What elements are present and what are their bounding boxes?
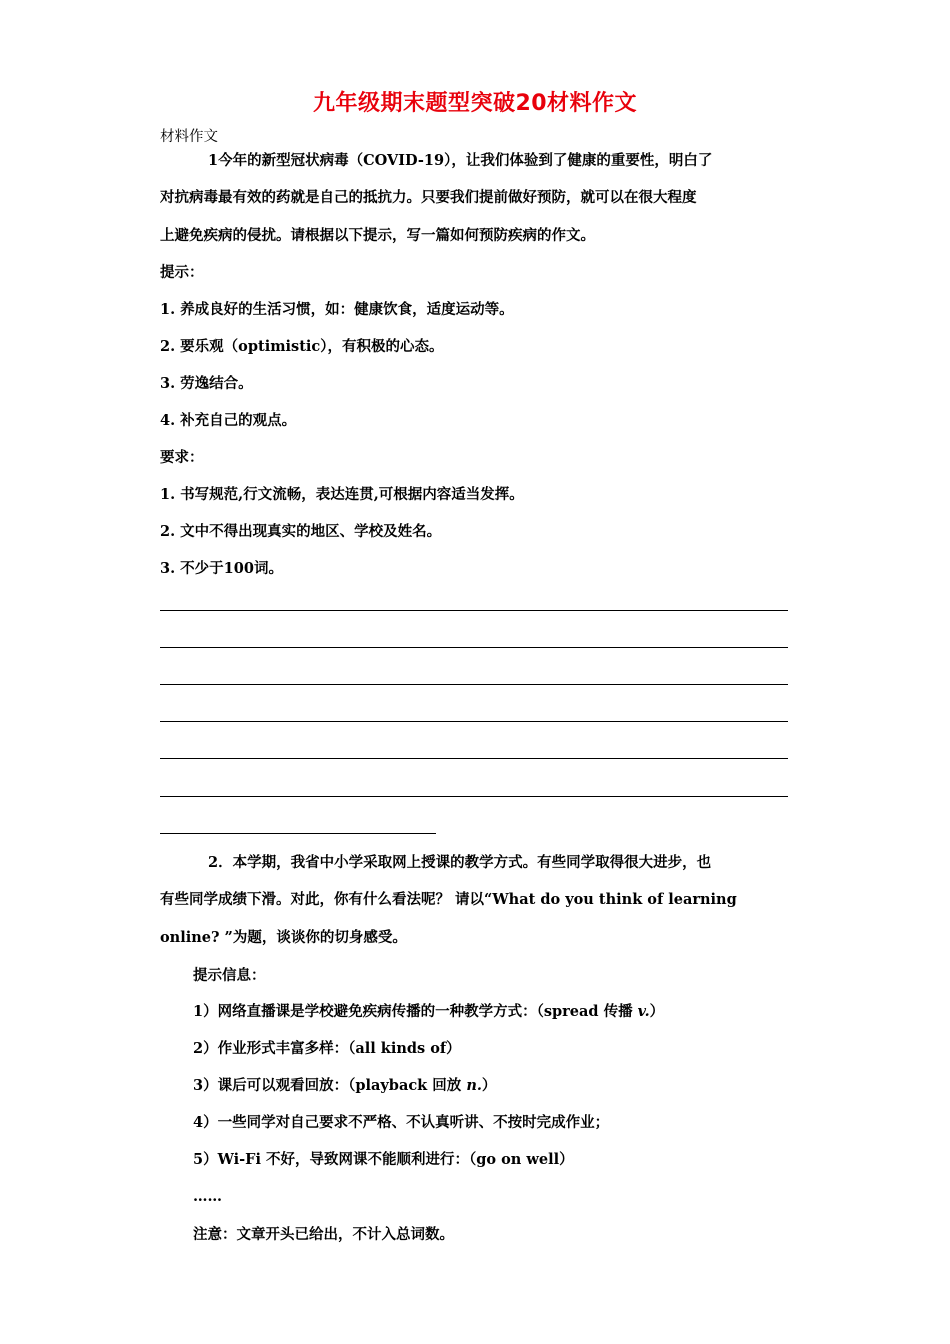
q2-hints-label: 提示信息： bbox=[193, 967, 266, 984]
q2-hint-item: 2）作业形式丰富多样：（all kinds of） bbox=[193, 1040, 461, 1057]
q2-hint-item: 4）一些同学对自己要求不严格、不认真听讲、不按时完成作业； bbox=[193, 1114, 610, 1131]
answer-line[interactable] bbox=[160, 647, 788, 648]
answer-line[interactable] bbox=[160, 833, 436, 834]
q1-line-1: 1今年的新型冠状病毒（COVID-19），让我们体验到了健康的重要性，明白了 bbox=[208, 152, 713, 169]
q1-hints-label: 提示： bbox=[160, 264, 204, 281]
section-label: 材料作文 bbox=[160, 129, 218, 145]
q1-hint-item: 2. 要乐观（optimistic），有积极的心态。 bbox=[160, 338, 444, 355]
answer-line[interactable] bbox=[160, 684, 788, 685]
page-title: 九年级期末题型突破20材料作文 bbox=[312, 91, 638, 116]
q1-requirement-item: 1. 书写规范,行文流畅，表达连贯,可根据内容适当发挥。 bbox=[160, 486, 524, 503]
q2-line-1: 2．本学期，我省中小学采取网上授课的教学方式。有些同学取得很大进步，也 bbox=[208, 854, 712, 871]
q2-line-3: online? ”为题，谈谈你的切身感受。 bbox=[160, 929, 407, 946]
q1-requirements-label: 要求： bbox=[160, 449, 204, 466]
answer-line[interactable] bbox=[160, 758, 788, 759]
q2-hint-item: 5）Wi-Fi 不好，导致网课不能顺利进行：（go on well） bbox=[193, 1151, 574, 1168]
q2-ellipsis: …… bbox=[193, 1188, 222, 1205]
q2-note: 注意：文章开头已给出，不计入总词数。 bbox=[193, 1226, 454, 1243]
answer-line[interactable] bbox=[160, 796, 788, 797]
q2-line-2: 有些同学成绩下滑。对此，你有什么看法呢？ 请以“What do you think of learning bbox=[160, 891, 737, 908]
q1-requirement-item: 3. 不少于100词。 bbox=[160, 560, 283, 577]
q1-hint-item: 3. 劳逸结合。 bbox=[160, 375, 253, 392]
q1-hint-item: 1. 养成良好的生活习惯，如：健康饮食，适度运动等。 bbox=[160, 301, 514, 318]
q1-requirement-item: 2. 文中不得出现真实的地区、学校及姓名。 bbox=[160, 523, 442, 540]
q1-line-3: 上避免疾病的侵扰。请根据以下提示，写一篇如何预防疾病的作文。 bbox=[160, 227, 595, 244]
answer-line[interactable] bbox=[160, 610, 788, 611]
q1-line-2: 对抗病毒最有效的药就是自己的抵抗力。只要我们提前做好预防，就可以在很大程度 bbox=[160, 189, 697, 206]
q2-hint-item: 3）课后可以观看回放：（playback 回放 n.） bbox=[193, 1077, 497, 1094]
answer-line[interactable] bbox=[160, 721, 788, 722]
q1-hint-item: 4. 补充自己的观点。 bbox=[160, 412, 297, 429]
q2-hint-item: 1）网络直播课是学校避免疾病传播的一种教学方式：（spread 传播 v.） bbox=[193, 1003, 665, 1020]
